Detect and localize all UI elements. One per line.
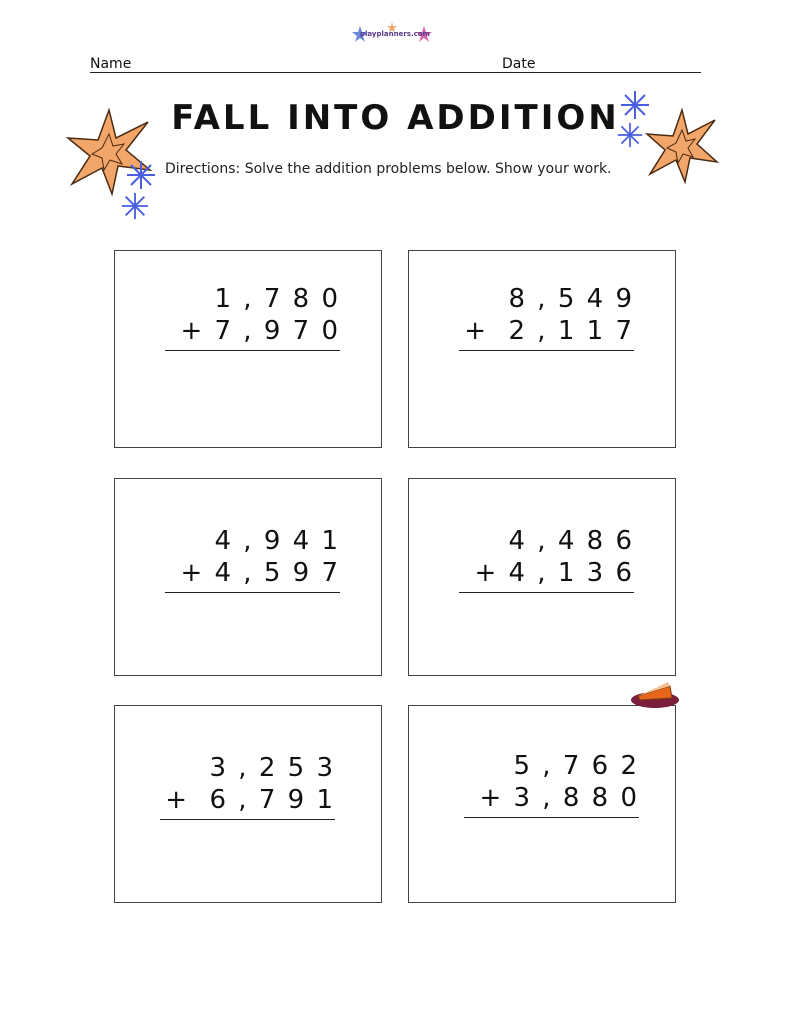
problem-top-number: 8 , 5 4 9 [508, 284, 634, 314]
worksheet-title: FALL INTO ADDITION [171, 98, 620, 138]
name-label: Name [90, 56, 132, 72]
snowflake-icon [121, 192, 149, 224]
sum-line [165, 350, 340, 351]
snowflake-icon [126, 160, 156, 194]
sum-line [464, 817, 639, 818]
problem-box-4 [408, 478, 676, 676]
problem-top-number: 1 , 7 8 0 [214, 284, 340, 314]
problem-bottom-number: + 4 , 1 3 6 [474, 558, 634, 588]
problem-bottom-number: + 2 , 1 1 7 [464, 316, 634, 346]
problem-box-3 [114, 478, 382, 676]
problem-2 [459, 283, 634, 351]
problem-bottom-number: + 7 , 9 7 0 [180, 316, 340, 346]
problem-4 [459, 525, 634, 593]
problem-top-number: 3 , 2 5 3 [209, 753, 335, 783]
sum-line [459, 592, 634, 593]
pie-slice-icon [630, 676, 680, 714]
problem-box-2 [408, 250, 676, 448]
problem-bottom-number: + 4 , 5 9 7 [180, 558, 340, 588]
directions-text: Directions: Solve the addition problems below. Show your work. [165, 161, 612, 177]
problem-bottom-number: + 3 , 8 8 0 [479, 783, 639, 813]
snowflake-icon [617, 122, 643, 152]
problem-bottom-number: + 6 , 7 9 1 [165, 785, 335, 815]
sum-line [459, 350, 634, 351]
problem-1 [165, 283, 340, 351]
name-date-line [90, 72, 701, 73]
problem-top-number: 4 , 4 8 6 [508, 526, 634, 556]
problem-6 [464, 750, 639, 818]
problem-top-number: 4 , 9 4 1 [214, 526, 340, 556]
problem-3 [165, 525, 340, 593]
problem-box-6 [408, 705, 676, 903]
snowflake-icon [620, 90, 650, 124]
problem-box-1 [114, 250, 382, 448]
date-label: Date [502, 56, 536, 72]
sum-line [160, 819, 335, 820]
logo-text: playplanners.com [360, 30, 430, 38]
problem-5 [160, 752, 335, 820]
sum-line [165, 592, 340, 593]
problem-box-5 [114, 705, 382, 903]
star-icon [645, 108, 719, 188]
problem-top-number: 5 , 7 6 2 [513, 751, 639, 781]
